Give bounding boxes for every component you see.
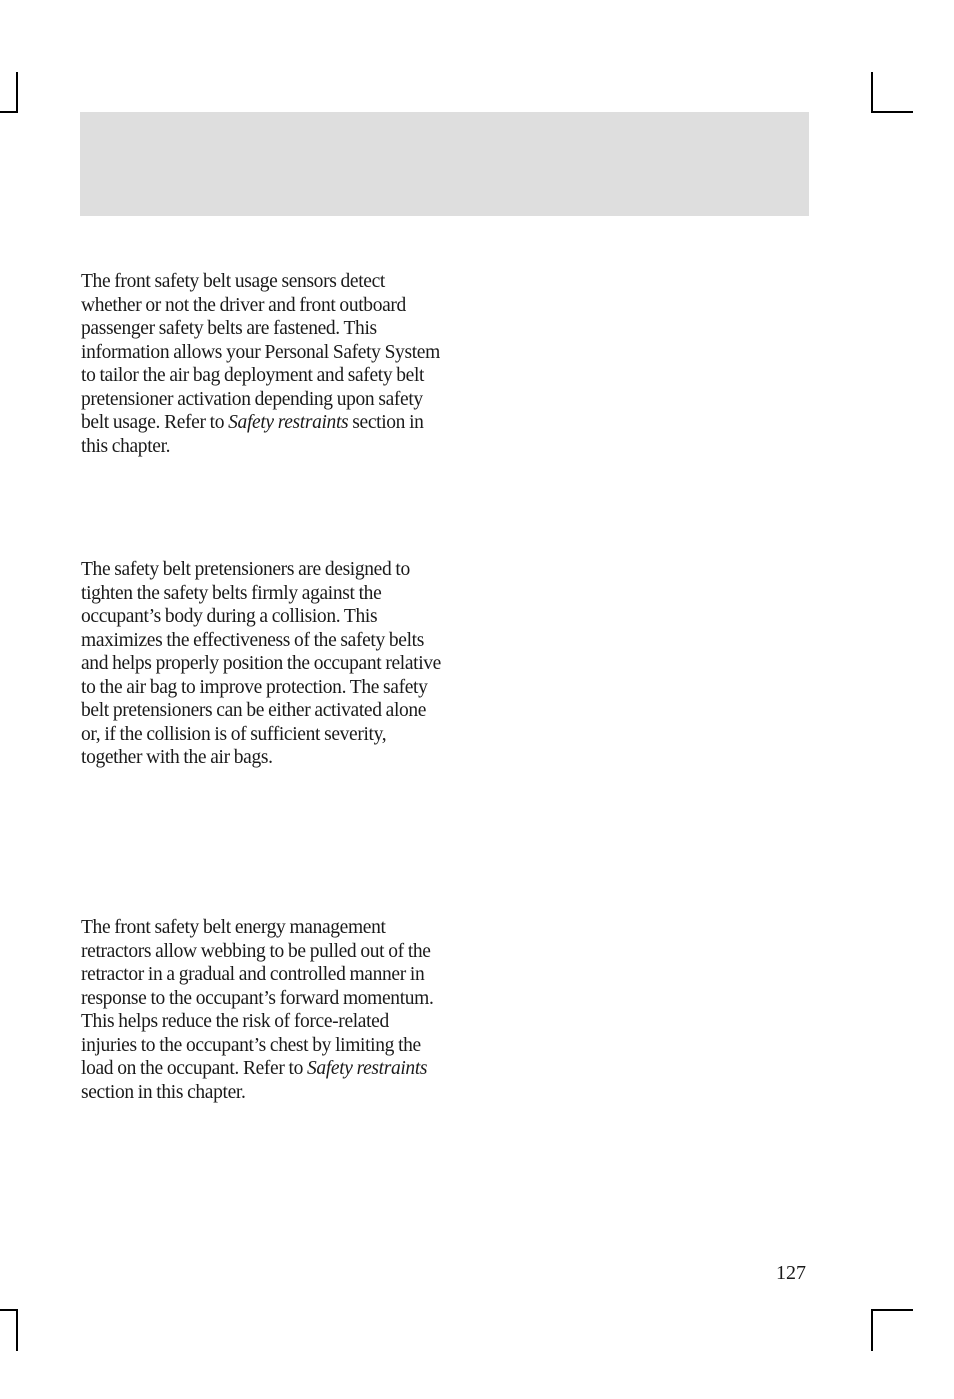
paragraph-text: The safety belt pretensioners are designed to tighten the safety belts firmly against the occupant’s body during a collision. This maximizes the effectiveness of the safety belts and helps properly position the occupant relative to the air bag to improve protection. The safety belt pretensioners can be either activated alone or, if the collision is of sufficient severity, together with the air bags. <box>81 559 441 768</box>
page-number: 127 <box>776 1262 806 1284</box>
crop-mark-bottom-right-horizontal <box>871 1309 913 1311</box>
crop-mark-bottom-right-vertical <box>871 1309 873 1351</box>
paragraph-text: section in this chapter. <box>81 412 424 457</box>
paragraph-text: The front safety belt usage sensors detect whether or not the driver and front outboard passenger safety belts are fastened. This information allows your Personal Safety System to tailor the air bag deployment and safety belt pretensioner activation depending upon safety belt usage. Refer to <box>81 271 440 433</box>
paragraph-belt-usage-sensors <box>81 270 441 458</box>
header-band <box>80 112 809 216</box>
section-reference: Safety restraints <box>228 412 349 433</box>
paragraph-energy-management-retractors <box>81 916 441 1104</box>
crop-mark-top-right-horizontal <box>871 111 913 113</box>
paragraph-belt-pretensioners <box>81 558 441 770</box>
paragraph-text: The front safety belt energy management retractors allow webbing to be pulled out of the retractor in a gradual and controlled manner in response to the occupant’s forward momentum. This helps reduce the risk of force-related injuries to the occupant’s chest by limiting the load on the occupant. Refer to <box>81 917 434 1079</box>
crop-mark-bottom-left-vertical <box>16 1309 18 1351</box>
paragraph-text: section in this chapter. <box>81 1081 246 1103</box>
crop-mark-bottom-left-horizontal <box>0 1309 18 1311</box>
crop-mark-top-left-horizontal <box>0 111 18 113</box>
crop-mark-top-right-vertical <box>871 72 873 113</box>
section-reference: Safety restraints <box>307 1058 428 1079</box>
crop-mark-top-left-vertical <box>16 72 18 113</box>
